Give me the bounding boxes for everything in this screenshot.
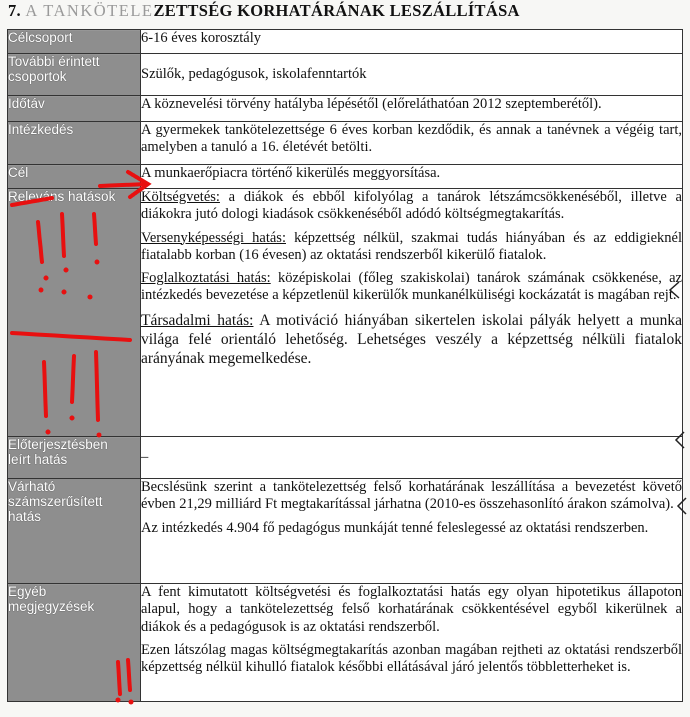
value-relevans [141,189,683,437]
value-cel: A munkaerőpiacra történő kikerülés meggyorsítása. [141,165,683,189]
value-celcsoport: 6-16 éves korosztály [141,30,683,54]
row-eloter [8,437,683,479]
label-relevans: Releváns hatások [8,189,141,437]
impact-foglalkoztatas [141,270,682,305]
row-idotav [8,96,683,122]
egyeb-p1: A fent kimutatott költségvetési és foglalkoztatási hatás egy olyan hipotetikus állapoton alapul, hogy a tankötelezettség felső korhatárának csökkentésével egyből kikerülnek a diákok és a pedagógusok is az oktatási rendszerből. [141,584,682,635]
section-number: 7. [8,1,21,20]
value-eloter: – [141,437,683,479]
impact-head: Foglalkoztatási hatás: [141,270,271,287]
row-relevans [8,189,683,437]
row-intezkedes [8,122,683,165]
section-title-faded: A TANKÖTELE [25,1,154,20]
impact-text: képzettség nélkül, szakmai tudás hiányában és az eddigieknél fiatalabb korban (16 évesen) az oktatási rendszerből kikerülő fiatalok. [141,229,682,263]
label-cel: Cél [8,165,141,189]
impact-head: Versenyképességi hatás: [141,229,286,246]
label-intezkedes: Intézkedés [8,122,141,165]
label-eloter: Előterjesztésben leírt hatás [8,437,141,479]
varhato-p2: Az intézkedés 4.904 fő pedagógus munkáját tenné feleslegessé az oktatási rendszerben. [141,519,649,536]
impact-koltsegvetes [141,189,682,224]
impact-text: A motiváció hiányában sikertelen iskolai pályák helyett a munka világa felé orientáló lehetőség. Lehetséges veszély a képzettség nélküli fiatalok arányának megemelkedése. [141,311,683,367]
value-varhato [141,479,683,584]
impact-text: a diákok és ebből kifolyólag a tanárok létszámcsökkenéséből, illetve a diákokra jutó dologi kiadások csökkenéséből adódó költségmegtakarítás. [141,189,682,223]
row-cel [8,165,683,189]
impact-text: középiskolai (főleg szakiskolai) tanárok számának csökkenése, az intézkedés bevezetése a képzetlenül kikerülők munkanélküliségi kockázatát is magában rejt. [141,270,682,304]
impact-head: Társadalmi hatás: [141,311,254,329]
value-idotav: A köznevelési törvény hatályba lépésétől (előreláthatóan 2012 szeptemberétől). [141,96,683,122]
label-idotav: Időtáv [8,96,141,122]
label-erintett: További érintett csoportok [8,54,141,96]
row-erintett [8,54,683,96]
egyeb-p2: Ezen látszólag magas költségmegtakarítás azonban magában rejtheti az oktatási rendszerből képzettség nélkül kihulló fiatalok későbbi ellátásával járó jelentős többletterheket is. [141,641,682,676]
section-title [8,0,520,22]
impact-head: Költségvetés: [141,189,220,205]
row-varhato [8,479,683,584]
value-intezkedes: A gyermekek tankötelezettsége 6 éves korban kezdődik, és annak a tanévnek a végéig tart, amelyben a tanuló a 16. életévét betölti. [141,122,683,165]
row-egyeb [8,584,683,702]
impact-versenykepesseg [141,230,682,265]
section-title-rest: ZETTSÉG KORHATÁRÁNAK LESZÁLLÍTÁSA [153,1,520,20]
label-celcsoport: Célcsoport [8,30,141,54]
policy-table [7,29,683,702]
label-egyeb: Egyéb megjegyzések [8,584,141,702]
impact-tarsadalmi [141,311,682,368]
varhato-p1: Becslésünk szerint a tankötelezettség felső korhatárának leszállítása a bevezetést követő évben 21,29 milliárd Ft megtakarítással járhatna (2010-es összehasonlító árakon számolva). [141,479,682,513]
value-erintett: Szülők, pedagógusok, iskolafenntartók [141,54,683,96]
label-varhato: Várható számszerűsített hatás [8,479,141,584]
row-celcsoport [8,30,683,54]
value-egyeb [141,584,683,702]
